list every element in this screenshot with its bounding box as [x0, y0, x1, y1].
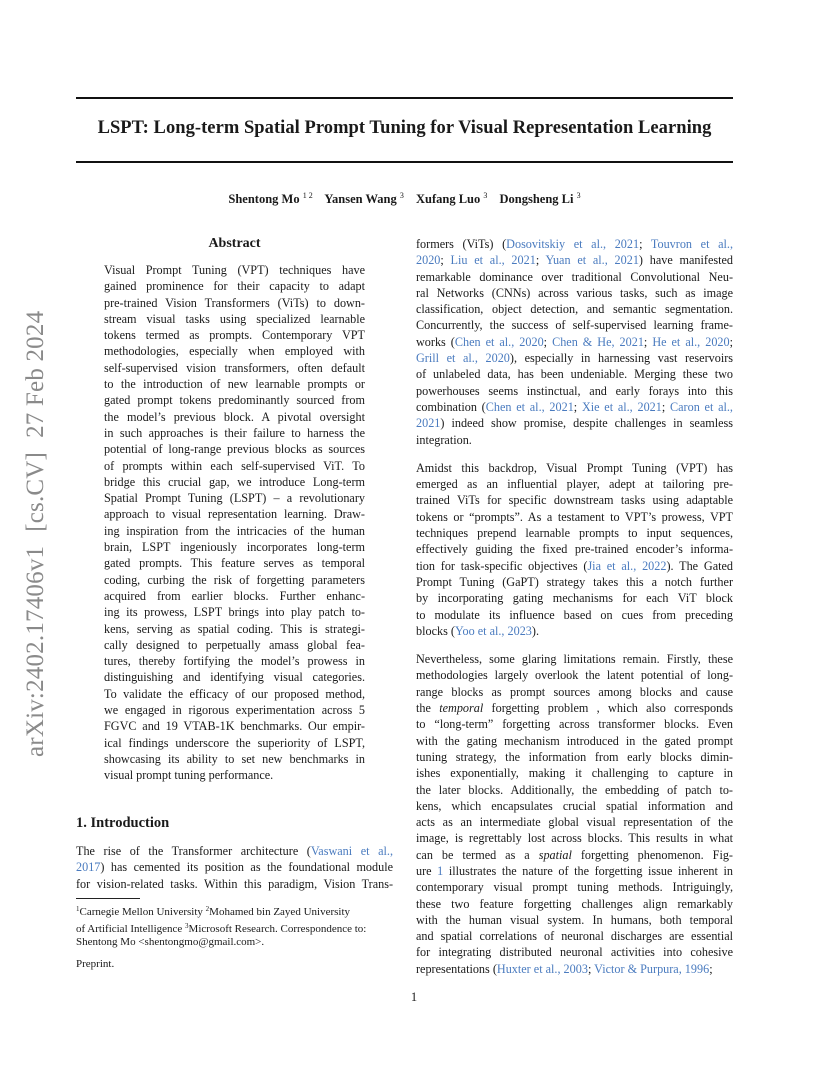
citation-link[interactable]: Touvron et al.,	[650, 237, 734, 251]
author-affiliation: 3	[483, 191, 488, 200]
citation-link[interactable]: 2020	[416, 253, 441, 268]
text-line: brain, LSPT ingeniously incorporates long-term	[104, 540, 365, 555]
text-line: of prompts within each self-supervised ViT. To	[104, 458, 365, 473]
text-line: To validate the efficacy of our proposed method,	[104, 686, 365, 701]
text-line: 2020; Liu et al., 2021; Yuan et al., 2021) have manifested	[416, 253, 733, 268]
text-line: tion for task-specific objectives (Jia et al., 2022). The Gated	[416, 558, 733, 573]
citation-link[interactable]: Jia et al., 2022	[587, 558, 667, 573]
citation-link[interactable]: Victor & Purpura, 1996	[594, 961, 710, 976]
citation-link[interactable]: Huxter et al., 2003	[496, 961, 588, 976]
citation-link[interactable]: Xie et al., 2021	[581, 399, 662, 414]
text-line: kens, which encapsulates crucial spatial information and	[416, 798, 733, 813]
text-line: visual prompt tuning performance.	[104, 768, 274, 783]
text-line: Concurrently, the success of self-supervised learning frame-	[416, 318, 733, 333]
text-line: pre-trained Vision Transformers (ViTs) to down-	[104, 295, 365, 310]
text-line: gated prompts. This feature serves as temporal	[104, 556, 365, 571]
text-line: tokens termed as prompts. Contemporary VPT	[104, 328, 365, 343]
citation-link[interactable]: Yuan et al., 2021	[545, 253, 639, 268]
paragraph	[416, 651, 733, 977]
citation-link[interactable]: 1	[437, 863, 444, 878]
citation-link[interactable]: 2021	[416, 416, 441, 431]
text-line: ing inspiration from the intricacies of the human	[104, 523, 365, 538]
text-line: in such approaches is their failure to harness the	[104, 425, 365, 440]
text-line: kens, serving as spatial coding. This is strategi-	[104, 621, 365, 636]
text-line: Visual Prompt Tuning (VPT) techniques have	[104, 263, 365, 277]
citation-link[interactable]: Dosovitskiy et al., 2021	[506, 237, 640, 251]
text-line: with the human visual system. In humans, both temporal	[416, 912, 733, 927]
citation-link[interactable]: Chen et al., 2021	[485, 399, 574, 414]
abstract-text	[104, 262, 365, 784]
citation-link[interactable]: Caron et al.,	[670, 399, 733, 414]
author-name: Yansen Wang	[324, 192, 397, 206]
left-column	[76, 236, 393, 784]
text-line: coding, curbing the risk of forgetting parameters	[104, 572, 365, 587]
text-line: methodologies largely overlook the latent potential of long-	[416, 668, 733, 683]
citation-link[interactable]: Liu et al., 2021	[450, 253, 536, 268]
text-line: blocks (Yoo et al., 2023).	[416, 623, 540, 638]
text-line: showcasing its ability to set new benchmarks in	[104, 751, 365, 766]
text-line: works (Chen et al., 2020; Chen & He, 2021; He et al., 2020;	[416, 334, 733, 349]
text-line: stream visual tasks using specialized learnable	[104, 311, 365, 326]
text-line: integration.	[416, 432, 472, 447]
introduction-paragraph	[76, 843, 393, 892]
text-line: gated prompt tokens predominantly sourced from	[104, 393, 365, 408]
text-line: the temporal forgetting problem , which also corresponds	[416, 701, 733, 716]
text-line: the later blocks. Additionally, the embedding of patch to-	[416, 782, 733, 797]
text-line: Nevertheless, some glaring limitations remain. Firstly, these	[416, 652, 733, 667]
author-name: Dongsheng Li	[499, 192, 574, 206]
title-rule-top	[76, 97, 733, 99]
text-line: ure 1 illustrates the nature of the forgetting issue inherent in	[416, 863, 733, 878]
text-line: tures, thereby fortifying the model’s prowess in	[104, 654, 365, 669]
text-line: 2021) indeed show promise, despite challenges in seamless	[416, 416, 733, 431]
text-line: formers (ViTs) (Dosovitskiy et al., 2021; Touvron et al.,	[416, 237, 734, 251]
text-line: ing its prowess, LSPT brings into play patch to-	[104, 605, 365, 620]
author-list	[76, 191, 733, 207]
paragraph	[416, 460, 733, 639]
right-column	[416, 236, 733, 977]
section-heading-introduction: 1. Introduction	[76, 815, 170, 831]
text-line: to the introduction of new learnable prompts or	[104, 377, 365, 392]
text-line: ral Networks (CNNs) across various tasks, such as image	[416, 285, 733, 300]
citation-link[interactable]: 2017	[76, 860, 101, 875]
text-line: tokens or “prompts”. As a testament to VPT’s prowess, VPT	[416, 509, 733, 524]
footnote-rule	[76, 898, 140, 899]
text-line: cally designed to perpetually amass global fea-	[104, 637, 365, 652]
text-line: the model’s previous block. A pivotal oversight	[104, 409, 365, 424]
paper-title: LSPT: Long-term Spatial Prompt Tuning for Visual Representation Learning	[97, 118, 712, 138]
text-line: for vision-related tasks. Within this paradigm, Vision Trans-	[76, 876, 393, 891]
text-line: Amidst this backdrop, Visual Prompt Tuning (VPT) has	[416, 460, 733, 475]
text-line: 2017) has cemented its position as the foundational module	[76, 860, 393, 875]
citation-link[interactable]: Chen et al., 2020	[454, 334, 544, 349]
text-line: acts as an intermediate global visual representation of the	[416, 815, 733, 830]
paragraph	[416, 236, 733, 448]
author-affiliation: 1 2	[302, 191, 313, 200]
text-line: these two feature forgetting challenges align remarkably	[416, 896, 733, 911]
footnote-affiliations: $^1$Carnegie Mellon University $^2$Mohamed bin Zayed University of Artificial Intelligence $^3$Microsoft Research. Correspondence to: Shentong Mo <shentongmo@gmail.com>.	[76, 905, 367, 948]
author-affiliation: 3	[576, 191, 581, 200]
title-rule-bottom	[76, 161, 733, 163]
text-line: techniques prepend learnable prompts to input sequences,	[416, 526, 733, 541]
text-line: remarkable dominance over traditional Convolutional Neu-	[416, 269, 733, 284]
text-line: range blocks as prompt sources among blocks and cause	[416, 684, 733, 699]
text-line: methodologies, especially when employed with	[104, 344, 365, 359]
text-line: Grill et al., 2020), especially in harnessing vast reservoirs	[416, 351, 734, 366]
text-line: by incorporating gating mechanisms for each ViT block	[416, 591, 733, 606]
text-line: trained ViTs for specific downstream tasks using adaptable	[416, 493, 733, 508]
arxiv-id: arXiv:2402.17406v1	[22, 545, 49, 757]
text-line: of unlabeled data, has been undeniable. Merging these two	[416, 367, 733, 382]
abstract-heading: Abstract	[208, 236, 261, 251]
text-line: effectively guiding the fixed pre-trained encoder’s informa-	[416, 542, 733, 557]
text-line: can be termed as a spatial forgetting phenomenon. Fig-	[416, 847, 733, 862]
arxiv-watermark	[22, 311, 50, 757]
citation-link[interactable]: Vaswani et al.,	[310, 844, 393, 858]
author-affiliation: 3	[399, 191, 404, 200]
preprint-label: Preprint.	[76, 958, 115, 970]
text-line: gained prominence for their capacity to adapt	[104, 279, 365, 294]
text-line: emerged as an influential player, adept at tailoring pre-	[416, 477, 733, 492]
text-line: Prompt Tuning (GaPT) strategy takes this a notch further	[416, 574, 733, 589]
arxiv-category: [cs.CV]	[22, 451, 49, 532]
text-line: Spatial Prompt Tuning (LSPT) – a revolutionary	[104, 491, 365, 506]
citation-link[interactable]: He et al., 2020	[652, 334, 730, 349]
text-line: we engaged in rigorous experimentation across 5	[104, 703, 365, 718]
citation-link[interactable]: Chen & He, 2021	[552, 334, 644, 349]
text-line: acquired from earlier blocks. Further enhanc-	[104, 588, 365, 603]
text-line: to “long-term” forgetting across transformer blocks. Even	[416, 717, 733, 732]
page-number: 1	[410, 990, 418, 1004]
text-line: bridge this crucial gap, we introduce Long-term	[104, 474, 365, 489]
text-line: powerhouses seems instinctual, and early forays into this	[416, 383, 733, 398]
text-line: with the gating mechanism introduced in the gated prompt	[416, 733, 733, 748]
text-line: distinguishing and identifying visual categories.	[104, 670, 365, 685]
text-line: potential of long-range previous blocks as sources	[104, 442, 365, 457]
text-line: and spatial correlations of neuronal discharges are essential	[416, 929, 733, 944]
arxiv-date: 27 Feb 2024	[22, 310, 49, 438]
text-line: combination (Chen et al., 2021; Xie et al., 2021; Caron et al.,	[416, 399, 733, 414]
text-line: to modulate its influence based on cues from preceding	[416, 607, 733, 622]
text-line: representations (Huxter et al., 2003; Victor & Purpura, 1996;	[416, 961, 713, 976]
author-name: Xufang Luo	[416, 192, 481, 206]
text-line: The rise of the Transformer architecture (Vaswani et al.,	[76, 844, 393, 858]
text-line: image, is regrettably lost across blocks. This results in what	[416, 831, 733, 846]
citation-link[interactable]: Grill et al., 2020	[416, 351, 510, 366]
text-line: for integrating distributed neuronal activities into cohesive	[416, 945, 733, 960]
citation-link[interactable]: Yoo et al., 2023	[454, 623, 532, 638]
text-line: contemporary visual prompt tuning methods. Intriguingly,	[416, 880, 733, 895]
text-line: tuning strategy, the information from early blocks dimin-	[416, 749, 733, 764]
text-line: approach to visual representation learning. Draw-	[104, 507, 365, 522]
text-line: self-supervised vision transformers, often default	[104, 360, 365, 375]
text-line: ical findings underscore the superiority of LSPT,	[104, 735, 365, 750]
text-line: classification, object detection, and semantic segmentation.	[416, 302, 733, 317]
text-line: FGVC and 19 VTAB-1K benchmarks. Our empir-	[104, 719, 365, 734]
author-name: Shentong Mo	[228, 192, 300, 206]
text-line: ishes exponentially, making it challenging to capture in	[416, 766, 733, 781]
